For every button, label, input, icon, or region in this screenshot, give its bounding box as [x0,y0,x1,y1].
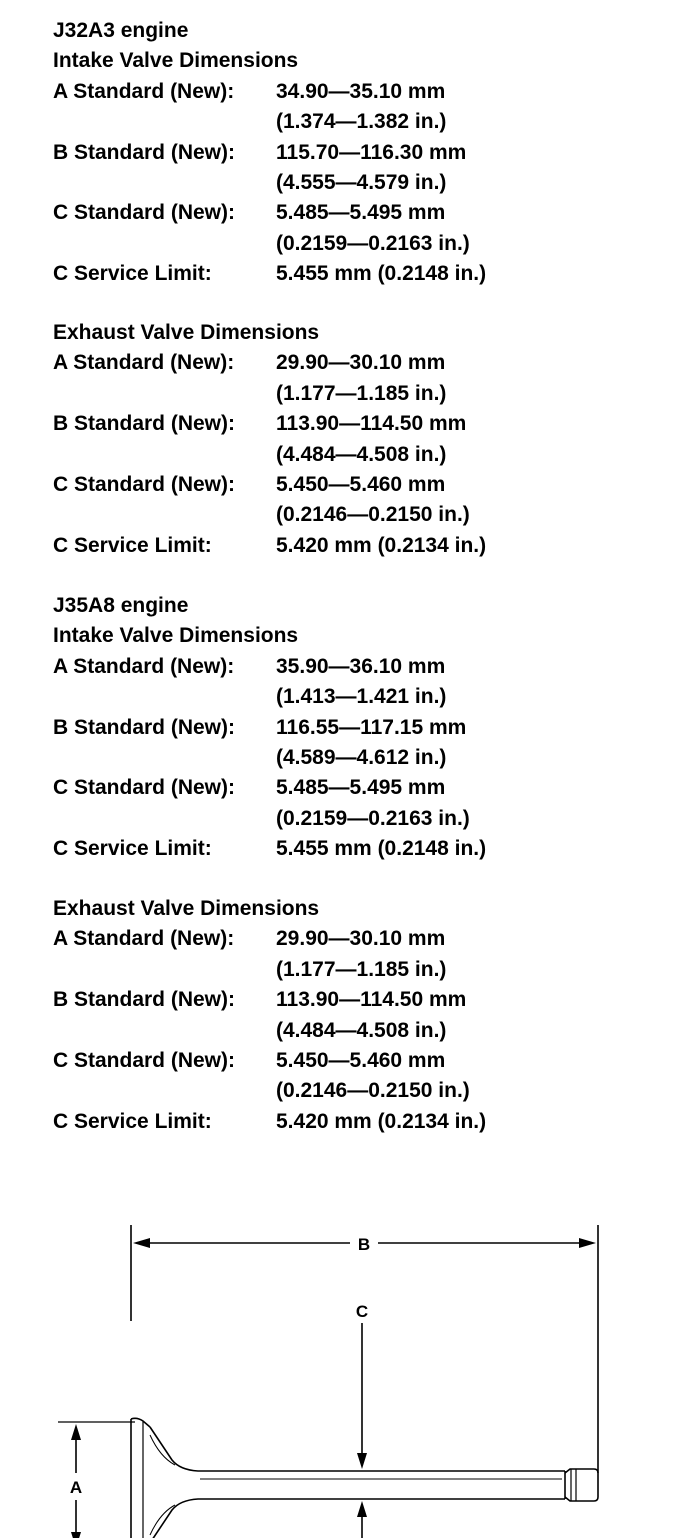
spec-row [53,985,673,1015]
spec-row [53,1107,673,1137]
spec-row [53,1046,673,1076]
spec-row [53,773,673,803]
valve-diagram [0,1195,688,1497]
a-arrowhead-top [71,1424,81,1440]
spec-value: 35.90—36.10 mm [276,654,446,678]
j35a8-spec-block [53,591,673,865]
spec-value: 5.420 mm (0.2134 in.) [276,1109,487,1133]
spec-row-inch [53,379,673,409]
spec-value-inch: (0.2146—0.2150 in.) [276,503,470,527]
spec-value-inch: (4.555—4.579 in.) [276,170,447,194]
b-arrowhead-right [579,1238,596,1248]
spec-label: B Standard (New): [53,715,236,739]
spec-row-inch [53,743,673,773]
engine-title: J32A3 engine [53,19,189,42]
spec-label: B Standard (New): [53,140,236,164]
spec-row [53,138,673,168]
spec-label: A Standard (New): [53,654,235,678]
valve-fillet-shade-bottom [150,1505,175,1535]
spec-value: 115.70—116.30 mm [276,140,467,164]
spec-value: 116.55—117.15 mm [276,715,467,739]
a-dimension-label: A [69,1478,83,1497]
spec-label: A Standard (New): [53,79,235,103]
spec-row [53,834,673,864]
spec-value: 29.90—30.10 mm [276,351,446,375]
valve-fillet-bottom [150,1499,565,1538]
spec-row [53,470,673,500]
a-arrowhead-bottom [71,1532,81,1538]
spec-row [53,198,673,228]
spec-value-inch: (0.2159—0.2163 in.) [276,231,470,255]
valve-heading: Intake Valve Dimensions [53,49,299,73]
spec-value-inch: (1.177—1.185 in.) [276,381,447,405]
spec-value: 34.90—35.10 mm [276,79,446,103]
spec-row [53,77,673,107]
valve-fillet-shade-top [150,1435,175,1465]
spec-row-inch [53,440,673,470]
c-dimension-label: C [355,1302,369,1321]
spec-value-inch: (0.2146—0.2150 in.) [276,1079,470,1103]
spec-value: 5.450—5.460 mm [276,1048,446,1072]
valve-heading: Exhaust Valve Dimensions [53,897,320,920]
spec-value: 5.485—5.495 mm [276,201,446,225]
spec-label: B Standard (New): [53,988,236,1012]
engine-title: J35A8 engine [53,594,189,617]
spec-value: 5.485—5.495 mm [276,776,446,800]
spec-row-inch [53,682,673,712]
c-arrowhead-bottom [357,1501,367,1517]
spec-row [53,652,673,682]
spec-value-inch: (4.484—4.508 in.) [276,442,447,466]
valve-heading: Intake Valve Dimensions [53,624,299,648]
spec-row [53,409,673,439]
spec-label: C Service Limit: [53,837,212,861]
spec-value-inch: (0.2159—0.2163 in.) [276,806,470,830]
spec-label: C Standard (New): [53,1048,236,1072]
j32a3-exhaust-block [53,318,673,561]
spec-row-inch [53,804,673,834]
b-arrowhead-left [133,1238,150,1248]
spec-label: C Service Limit: [53,533,212,557]
spec-row-inch [53,955,673,985]
valve-heading: Exhaust Valve Dimensions [53,321,320,344]
spec-label: A Standard (New): [53,927,235,951]
valve-stem-tip [565,1469,598,1501]
spec-value: 5.420 mm (0.2134 in.) [276,533,487,557]
spec-label: C Service Limit: [53,262,212,286]
spec-row [53,348,673,378]
spec-label: C Standard (New): [53,201,236,225]
j35a8-exhaust-block [53,894,673,1137]
spec-value-inch: (1.177—1.185 in.) [276,957,447,981]
spec-row-inch [53,500,673,530]
valve-fillet-top [150,1427,565,1471]
spec-label: C Standard (New): [53,776,236,800]
spec-value: 5.455 mm (0.2148 in.) [276,262,487,286]
b-dimension-label: B [357,1235,371,1254]
spec-label: A Standard (New): [53,351,235,375]
spec-row [53,924,673,954]
spec-row [53,259,673,289]
spec-row [53,531,673,561]
spec-value: 5.455 mm (0.2148 in.) [276,837,487,861]
valve-head-rim-top [131,1418,150,1427]
spec-value-inch: (4.484—4.508 in.) [276,1018,447,1042]
spec-value: 5.450—5.460 mm [276,472,446,496]
spec-row-inch [53,107,673,137]
spec-label: B Standard (New): [53,412,236,436]
spec-value: 29.90—30.10 mm [276,927,446,951]
c-arrowhead-top [357,1453,367,1469]
spec-label: C Standard (New): [53,472,236,496]
j32a3-spec-block [53,16,673,290]
spec-value: 113.90—114.50 mm [276,988,467,1012]
spec-label: C Service Limit: [53,1109,212,1133]
spec-value-inch: (4.589—4.612 in.) [276,745,447,769]
spec-row-inch [53,1076,673,1106]
spec-value: 113.90—114.50 mm [276,412,467,436]
spec-value-inch: (1.374—1.382 in.) [276,110,447,134]
spec-row-inch [53,229,673,259]
spec-row-inch [53,168,673,198]
spec-row-inch [53,1016,673,1046]
spec-row [53,713,673,743]
spec-value-inch: (1.413—1.421 in.) [276,685,447,709]
